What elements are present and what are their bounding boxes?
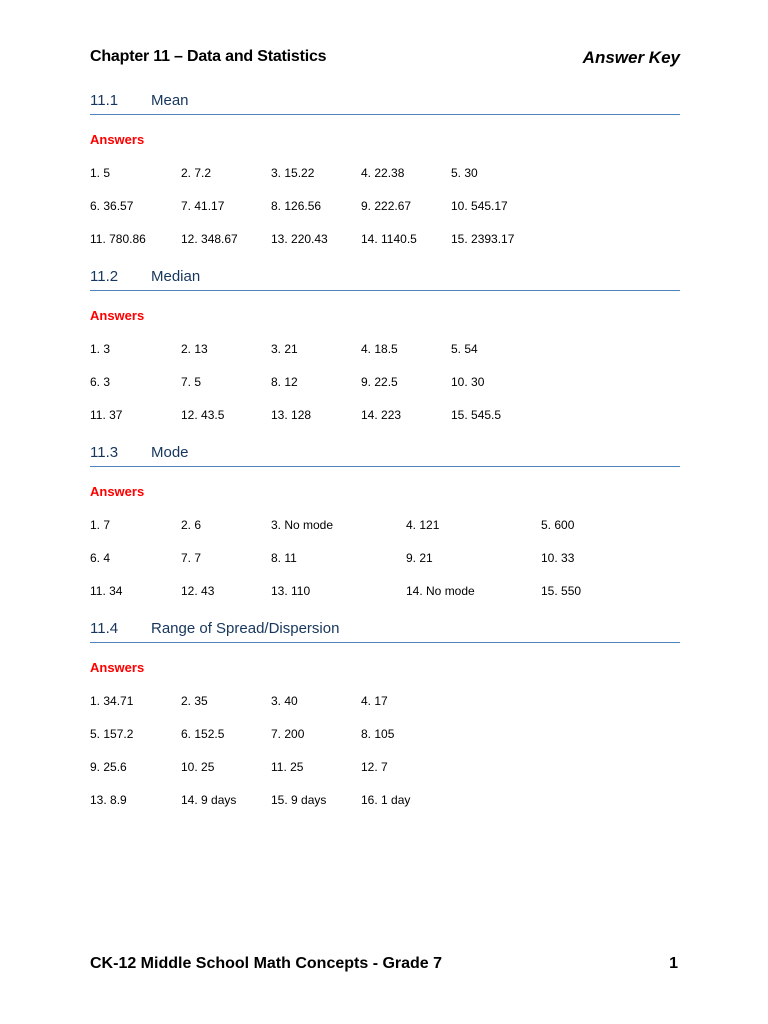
answer-item: 14. 1140.5 <box>361 232 417 246</box>
answer-item: 7. 7 <box>181 551 202 565</box>
answer-item: 7. 41.17 <box>181 199 225 213</box>
answer-row <box>90 760 680 793</box>
answer-row <box>90 793 680 826</box>
section-title: Mode <box>151 444 189 461</box>
page-footer <box>90 955 680 979</box>
answer-item: 9. 21 <box>406 551 433 565</box>
answer-item: 5. 600 <box>541 518 575 532</box>
footer-title: CK-12 Middle School Math Concepts - Grade 7 <box>90 955 443 972</box>
answers-label: Answers <box>90 308 145 323</box>
section-heading <box>90 620 680 643</box>
section-number: 11.1 <box>90 92 119 109</box>
chapter-title: Chapter 11 – Data and Statistics <box>90 48 327 65</box>
answer-row <box>90 166 680 199</box>
answer-item: 14. 223 <box>361 408 402 422</box>
answer-item: 2. 7.2 <box>181 166 212 180</box>
answer-item: 11. 37 <box>90 408 123 422</box>
answer-row <box>90 232 680 265</box>
answer-item: 13. 128 <box>271 408 312 422</box>
answer-item: 1. 3 <box>90 342 111 356</box>
answer-item: 9. 25.6 <box>90 760 127 774</box>
answer-item: 14. No mode <box>406 584 475 598</box>
answer-item: 8. 126.56 <box>271 199 322 213</box>
answer-item: 8. 12 <box>271 375 298 389</box>
answer-row <box>90 375 680 408</box>
answer-row <box>90 727 680 760</box>
section-heading <box>90 92 680 115</box>
answer-item: 6. 36.57 <box>90 199 134 213</box>
section-number: 11.4 <box>90 620 119 637</box>
answer-item: 9. 222.67 <box>361 199 412 213</box>
answers-grid <box>90 694 680 826</box>
section-mean <box>90 92 680 246</box>
answer-row <box>90 199 680 232</box>
answer-item: 5. 157.2 <box>90 727 134 741</box>
answers-grid <box>90 342 680 441</box>
answer-item: 1. 34.71 <box>90 694 134 708</box>
section-range <box>90 620 680 807</box>
answer-item: 8. 105 <box>361 727 395 741</box>
answer-item: 5. 30 <box>451 166 478 180</box>
answer-item: 15. 545.5 <box>451 408 502 422</box>
answer-item: 6. 3 <box>90 375 111 389</box>
answer-item: 2. 13 <box>181 342 208 356</box>
answer-item: 3. No mode <box>271 518 334 532</box>
answer-item: 2. 6 <box>181 518 202 532</box>
answer-row <box>90 551 680 584</box>
answers-label: Answers <box>90 484 145 499</box>
answer-item: 7. 5 <box>181 375 202 389</box>
answer-item: 11. 780.86 <box>90 232 146 246</box>
answer-item: 12. 43.5 <box>181 408 225 422</box>
answers-grid <box>90 518 680 617</box>
page-number: 1 <box>669 955 678 972</box>
answer-item: 12. 7 <box>361 760 388 774</box>
answer-row <box>90 584 680 617</box>
answer-item: 4. 18.5 <box>361 342 398 356</box>
answer-item: 1. 5 <box>90 166 111 180</box>
answer-row <box>90 694 680 727</box>
section-title: Median <box>151 268 201 285</box>
answer-item: 13. 110 <box>271 584 311 598</box>
section-heading <box>90 444 680 467</box>
answer-item: 4. 22.38 <box>361 166 405 180</box>
answer-item: 3. 21 <box>271 342 298 356</box>
answer-item: 11. 34 <box>90 584 123 598</box>
answers-grid <box>90 166 680 265</box>
answer-item: 4. 17 <box>361 694 388 708</box>
answer-item: 13. 8.9 <box>90 793 127 807</box>
answer-item: 12. 348.67 <box>181 232 238 246</box>
answer-item: 14. 9 days <box>181 793 237 807</box>
section-title: Mean <box>151 92 189 109</box>
section-number: 11.3 <box>90 444 119 461</box>
answers-label: Answers <box>90 660 145 675</box>
answer-item: 4. 121 <box>406 518 440 532</box>
answer-item: 5. 54 <box>451 342 478 356</box>
answer-item: 2. 35 <box>181 694 208 708</box>
answer-item: 8. 11 <box>271 551 297 565</box>
answer-row <box>90 518 680 551</box>
section-title: Range of Spread/Dispersion <box>151 620 340 637</box>
answer-item: 15. 2393.17 <box>451 232 515 246</box>
answer-item: 16. 1 day <box>361 793 411 807</box>
answer-row <box>90 408 680 441</box>
section-median <box>90 268 680 422</box>
answer-item: 6. 152.5 <box>181 727 225 741</box>
answer-item: 15. 550 <box>541 584 582 598</box>
answer-item: 3. 15.22 <box>271 166 315 180</box>
answer-key-label: Answer Key <box>582 48 680 67</box>
answer-item: 6. 4 <box>90 551 111 565</box>
section-mode <box>90 444 680 598</box>
answer-item: 15. 9 days <box>271 793 327 807</box>
answer-item: 10. 25 <box>181 760 215 774</box>
answer-item: 12. 43 <box>181 584 215 598</box>
answer-item: 10. 545.17 <box>451 199 508 213</box>
answer-item: 9. 22.5 <box>361 375 398 389</box>
answer-item: 13. 220.43 <box>271 232 328 246</box>
answer-item: 7. 200 <box>271 727 305 741</box>
section-heading <box>90 268 680 291</box>
answer-row <box>90 342 680 375</box>
answer-item: 10. 33 <box>541 551 575 565</box>
answers-label: Answers <box>90 132 145 147</box>
section-number: 11.2 <box>90 268 119 285</box>
answer-item: 3. 40 <box>271 694 298 708</box>
answer-item: 10. 30 <box>451 375 485 389</box>
answer-item: 1. 7 <box>90 518 111 532</box>
answer-item: 11. 25 <box>271 760 304 774</box>
page-header <box>90 48 680 72</box>
